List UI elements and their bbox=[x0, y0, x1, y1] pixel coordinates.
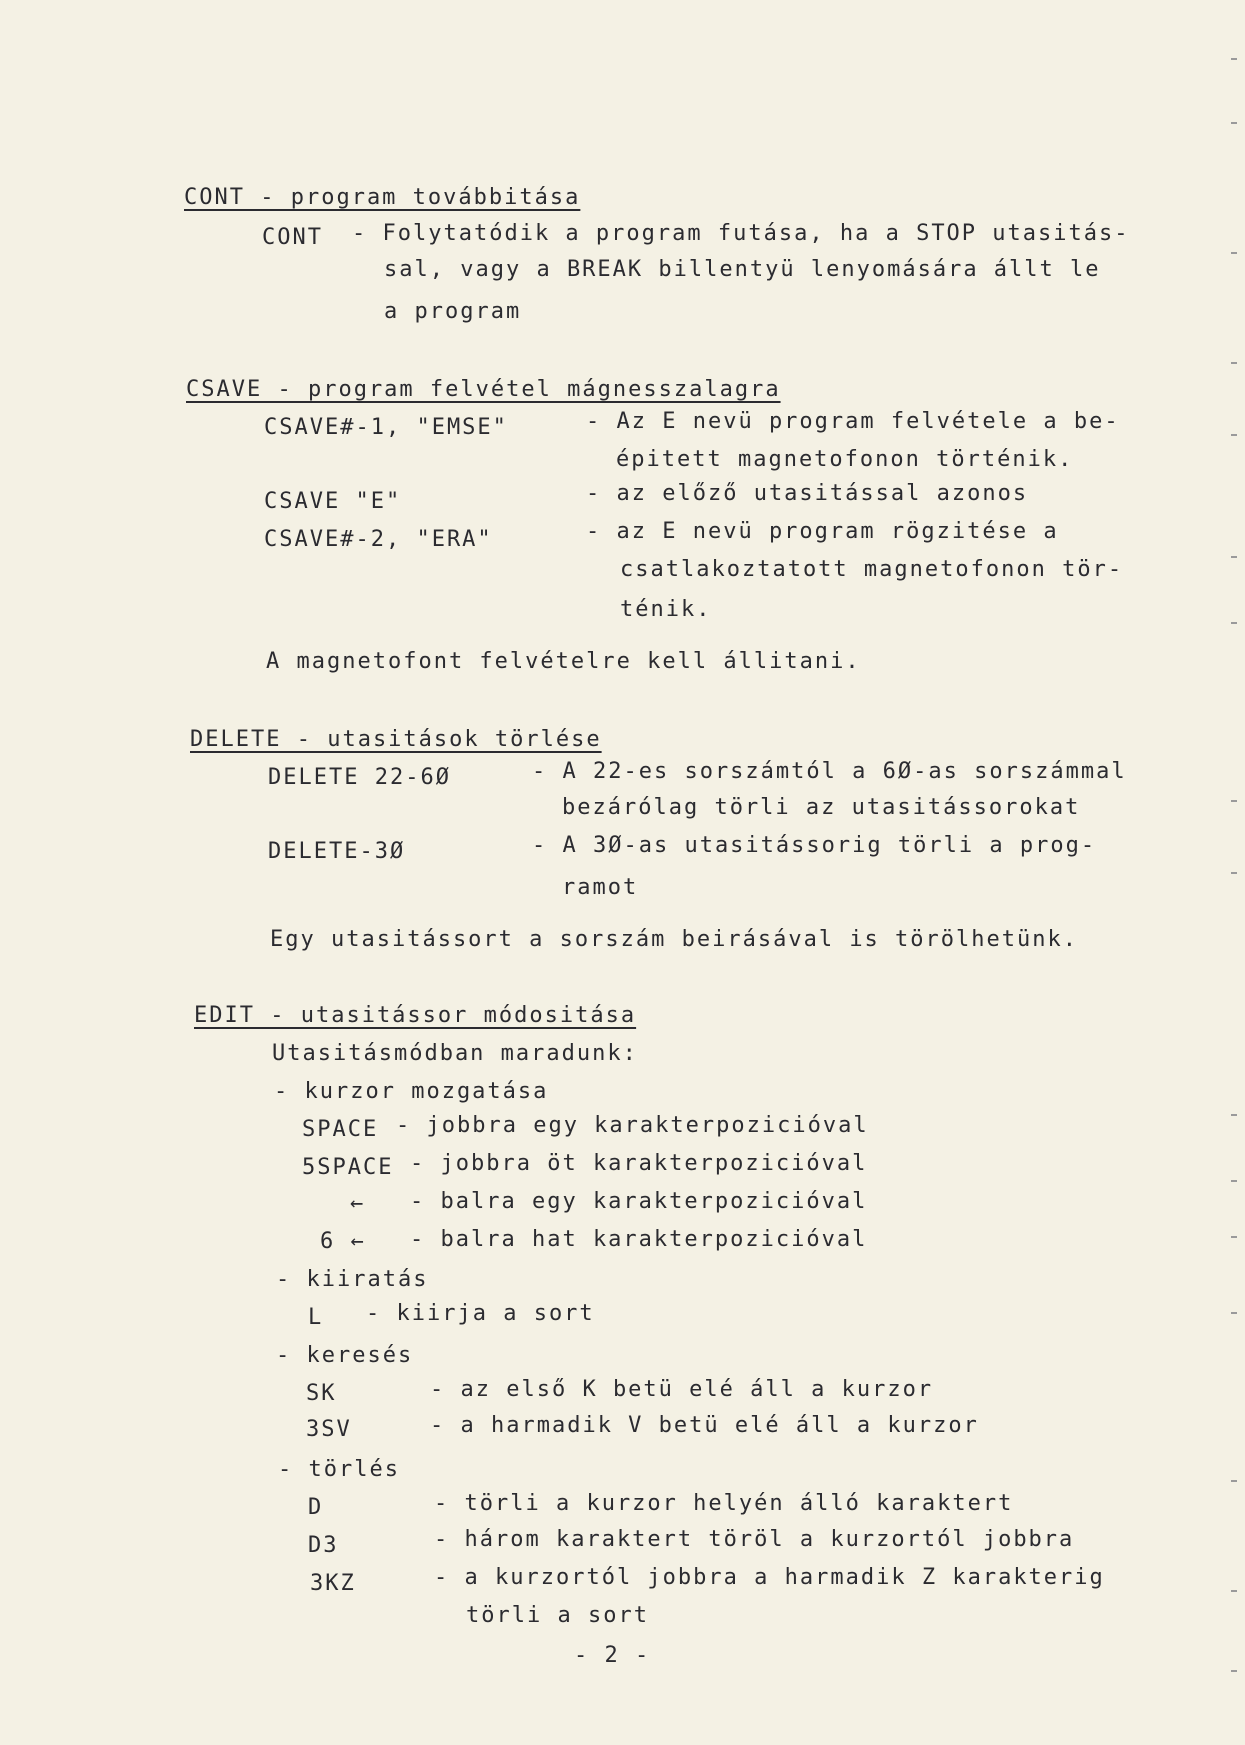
edge-mark bbox=[1231, 434, 1237, 436]
edit-key: L bbox=[308, 1305, 324, 1330]
edit-desc: - kiirja a sort bbox=[366, 1301, 595, 1326]
edit-key: SK bbox=[306, 1381, 337, 1406]
edit-intro: Utasitásmódban maradunk: bbox=[272, 1041, 638, 1066]
edit-key: D3 bbox=[308, 1533, 339, 1558]
edit-desc: törli a sort bbox=[466, 1603, 649, 1628]
cont-command: CONT bbox=[262, 225, 323, 250]
edge-mark bbox=[1231, 1236, 1237, 1238]
csave-command: CSAVE "E" bbox=[264, 489, 402, 514]
edge-mark bbox=[1231, 58, 1237, 60]
csave-desc-line: csatlakoztatott magnetofonon tör- bbox=[620, 557, 1124, 582]
delete-desc-line: ramot bbox=[562, 875, 639, 900]
edit-key: 3KZ bbox=[310, 1571, 356, 1596]
csave-desc-line: - az előző utasitással azonos bbox=[586, 481, 1029, 506]
edit-key: D bbox=[308, 1495, 324, 1520]
delete-command: DELETE 22-6Ø bbox=[268, 765, 451, 790]
edit-desc: - balra egy karakterpozicióval bbox=[410, 1189, 868, 1214]
edit-desc: - jobbra öt karakterpozicióval bbox=[410, 1151, 868, 1176]
delete-subheading: - törlés bbox=[278, 1457, 400, 1482]
edit-desc: - három karaktert töröl a kurzortól jobbra bbox=[434, 1527, 1075, 1552]
edit-heading: EDIT - utasitássor módositása bbox=[194, 1003, 637, 1028]
cont-heading: CONT - program továbbitása bbox=[184, 185, 581, 210]
delete-command: DELETE-3Ø bbox=[268, 839, 406, 864]
delete-heading: DELETE - utasitások törlése bbox=[190, 727, 602, 752]
edit-desc: - jobbra egy karakterpozicióval bbox=[396, 1113, 869, 1138]
edit-key: 5SPACE bbox=[302, 1155, 394, 1180]
cursor-subheading: - kurzor mozgatása bbox=[274, 1079, 549, 1104]
edit-desc: - a kurzortól jobbra a harmadik Z karakterig bbox=[434, 1565, 1105, 1590]
cont-desc-line: - Folytatódik a program futása, ha a STOP utasitás- bbox=[352, 221, 1130, 246]
edge-mark bbox=[1231, 1180, 1237, 1182]
delete-note: Egy utasitássort a sorszám beirásával is törölhetünk. bbox=[270, 927, 1078, 952]
csave-desc-line: - Az E nevü program felvétele a be- bbox=[586, 409, 1120, 434]
edge-mark bbox=[1231, 362, 1237, 364]
delete-desc-line: bezárólag törli az utasitássorokat bbox=[562, 795, 1081, 820]
csave-note: A magnetofont felvételre kell állitani. bbox=[266, 649, 861, 674]
edit-desc: - törli a kurzor helyén álló karaktert bbox=[434, 1491, 1014, 1516]
edit-key: SPACE bbox=[302, 1117, 379, 1142]
edge-mark bbox=[1231, 622, 1237, 624]
edge-mark bbox=[1231, 122, 1237, 124]
page-number: - 2 - bbox=[574, 1643, 651, 1668]
delete-desc-line: - A 3Ø-as utasitássorig törli a prog- bbox=[532, 833, 1097, 858]
edge-mark bbox=[1231, 556, 1237, 558]
edge-mark bbox=[1231, 1480, 1237, 1482]
cont-desc-line: sal, vagy a BREAK billentyü lenyomására állt le bbox=[384, 257, 1101, 282]
left-arrow-key: ← bbox=[350, 1191, 366, 1216]
csave-desc-line: ténik. bbox=[620, 597, 712, 622]
print-subheading: - kiiratás bbox=[276, 1267, 429, 1292]
delete-desc-line: - A 22-es sorszámtól a 6Ø-as sorszámmal bbox=[532, 759, 1127, 784]
search-subheading: - keresés bbox=[276, 1343, 414, 1368]
csave-desc-line: épitett magnetofonon történik. bbox=[616, 447, 1074, 472]
csave-command: CSAVE#-1, "EMSE" bbox=[264, 415, 508, 440]
edge-mark bbox=[1231, 1312, 1237, 1314]
edge-mark bbox=[1231, 1114, 1237, 1116]
csave-desc-line: - az E nevü program rögzitése a bbox=[586, 519, 1059, 544]
edge-mark bbox=[1231, 1670, 1237, 1672]
edit-key: 3SV bbox=[306, 1417, 352, 1442]
cont-desc-line: a program bbox=[384, 299, 522, 324]
edge-mark bbox=[1231, 252, 1237, 254]
edit-desc: - balra hat karakterpozicióval bbox=[410, 1227, 868, 1252]
left-arrow-key: 6 ← bbox=[320, 1229, 366, 1254]
edge-mark bbox=[1231, 1590, 1237, 1592]
edge-mark bbox=[1231, 800, 1237, 802]
edge-mark bbox=[1231, 872, 1237, 874]
edit-desc: - a harmadik V betü elé áll a kurzor bbox=[430, 1413, 979, 1438]
csave-heading: CSAVE - program felvétel mágnesszalagra bbox=[186, 377, 781, 402]
csave-command: CSAVE#-2, "ERA" bbox=[264, 527, 493, 552]
edit-desc: - az első K betü elé áll a kurzor bbox=[430, 1377, 934, 1402]
